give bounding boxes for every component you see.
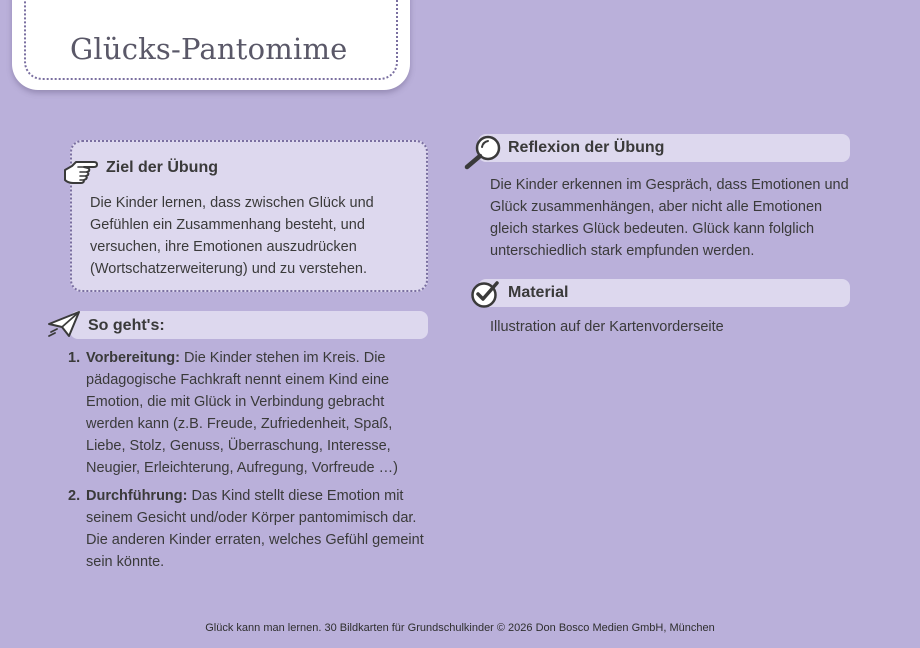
list-item [68,347,428,479]
how-heading: So geht's: [88,317,165,334]
step-lead: Vorbereitung: [86,350,180,366]
reflection-heading: Reflexion der Übung [508,139,665,156]
goal-heading: Ziel der Übung [106,159,218,176]
footer-copyright: Glück kann man lernen. 30 Bildkarten für Grundschulkinder © 2026 Don Bosco Medien GmbH, München [205,622,715,634]
step-text: Das Kind stellt diese Emotion mit seinem Gesicht und/oder Körper pantomimisch dar. Die anderen Kinder erraten, welches Gefühl gemeint sein könnte. [86,488,424,570]
paper-plane-icon [47,310,81,338]
list-item [68,485,428,573]
reflection-text: Die Kinder erkennen im Gespräch, dass Emotionen und Glück zusammenhängen, aber nicht alle Emotionen gleich starkes Glück bedeuten. Glück kann folglich unterschiedlich stark empfunden werden. [490,177,849,259]
material-heading: Material [508,284,569,301]
title-card [12,0,410,90]
magnifier-icon [462,133,504,171]
steps-list [68,347,428,579]
check-circle-icon [470,279,500,309]
goal-text: Die Kinder lernen, dass zwischen Glück und Gefühlen ein Zusammenhang besteht, und versuchen, ihre Emotionen auszudrücken (Wortschatzerweiterung) und zu verstehen. [90,195,374,277]
step-lead: Durchführung: [86,488,188,504]
material-text: Illustration auf der Kartenvorderseite [490,319,724,335]
pointing-hand-icon [62,156,100,186]
page-title: Glücks-Pantomime [70,32,348,66]
step-text: Die Kinder stehen im Kreis. Die pädagogische Fachkraft nennt einem Kind eine Emotion, die mit Glück in Verbindung gebracht werden kann (z.B. Freude, Zufriedenheit, Spaß, Liebe, Stolz, Genuss, Überraschung, Interesse, Neugier, Erleichterung, Aufregung, Vorfreude …) [86,350,398,476]
step-number: 2. [68,488,81,504]
step-number: 1. [68,350,81,366]
